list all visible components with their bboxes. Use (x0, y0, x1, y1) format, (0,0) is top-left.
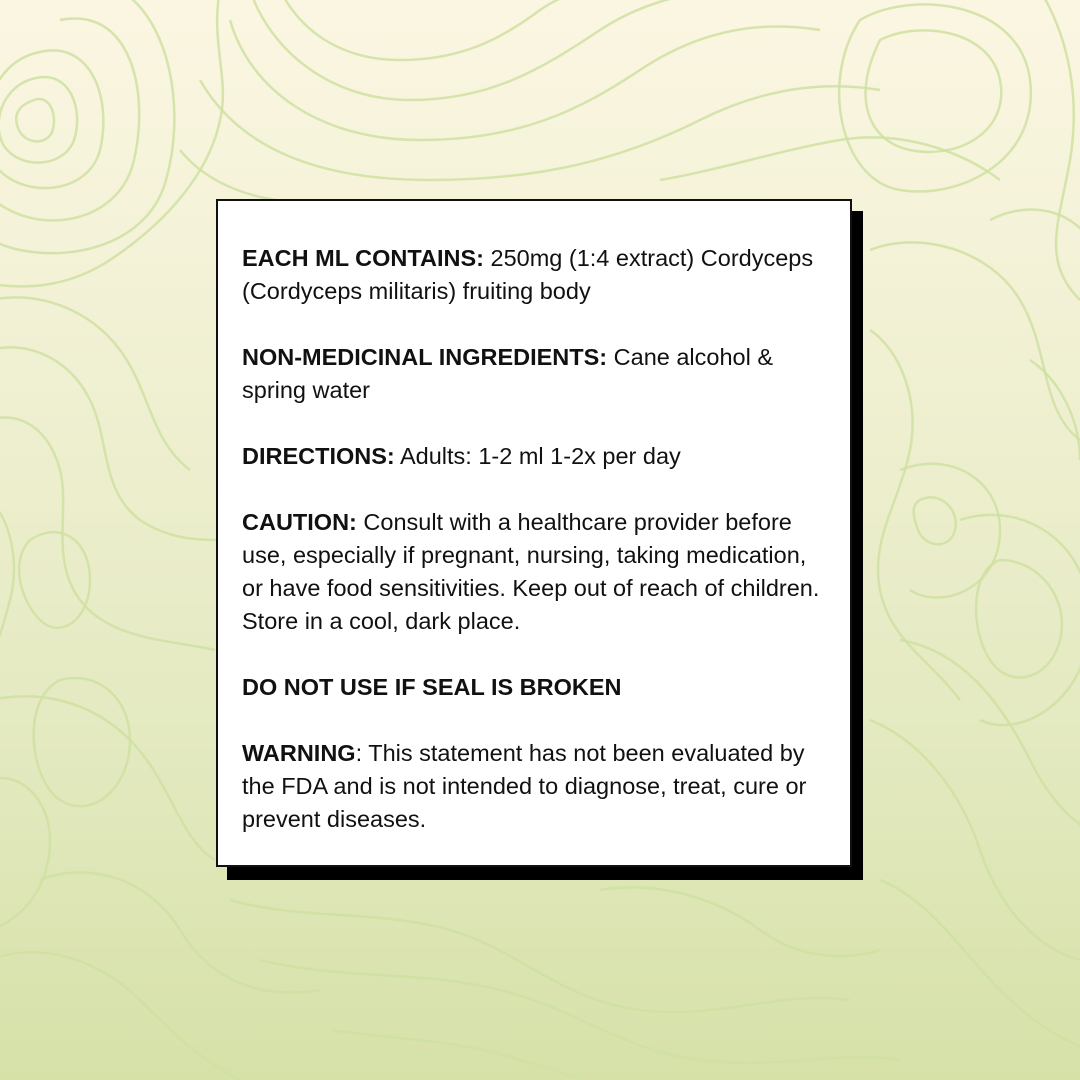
warning-section (242, 737, 832, 836)
caution-section (242, 506, 832, 638)
directions-section (242, 440, 832, 473)
label-text-block (242, 242, 832, 836)
label-panel (216, 199, 854, 869)
seal-notice-section (242, 671, 832, 704)
directions-heading: DIRECTIONS: (242, 443, 395, 469)
caution-heading: CAUTION: (242, 509, 357, 535)
warning-heading: WARNING (242, 740, 356, 766)
non-medicinal-ingredients-text: Cane alcohol & spring water (242, 344, 774, 403)
non-medicinal-ingredients-heading: NON-MEDICINAL INGREDIENTS: (242, 344, 608, 370)
each-ml-contains-section (242, 242, 832, 308)
each-ml-contains-text: 250mg (1:4 extract) Cordyceps (Cordyceps militaris) fruiting body (242, 245, 814, 304)
caution-text: Consult with a healthcare provider before use, especially if pregnant, nursing, taking medication, or have food sensitivities. Keep out of reach of children. Store in a cool, dark place. (242, 509, 820, 634)
warning-text: : This statement has not been evaluated by the FDA and is not intended to diagnose, treat, cure or prevent diseases. (242, 740, 807, 832)
non-medicinal-ingredients-section (242, 341, 832, 407)
directions-text: Adults: 1-2 ml 1-2x per day (394, 443, 681, 469)
label-card (216, 199, 852, 867)
seal-notice-heading: DO NOT USE IF SEAL IS BROKEN (242, 674, 622, 700)
each-ml-contains-heading: EACH ML CONTAINS: (242, 245, 484, 271)
